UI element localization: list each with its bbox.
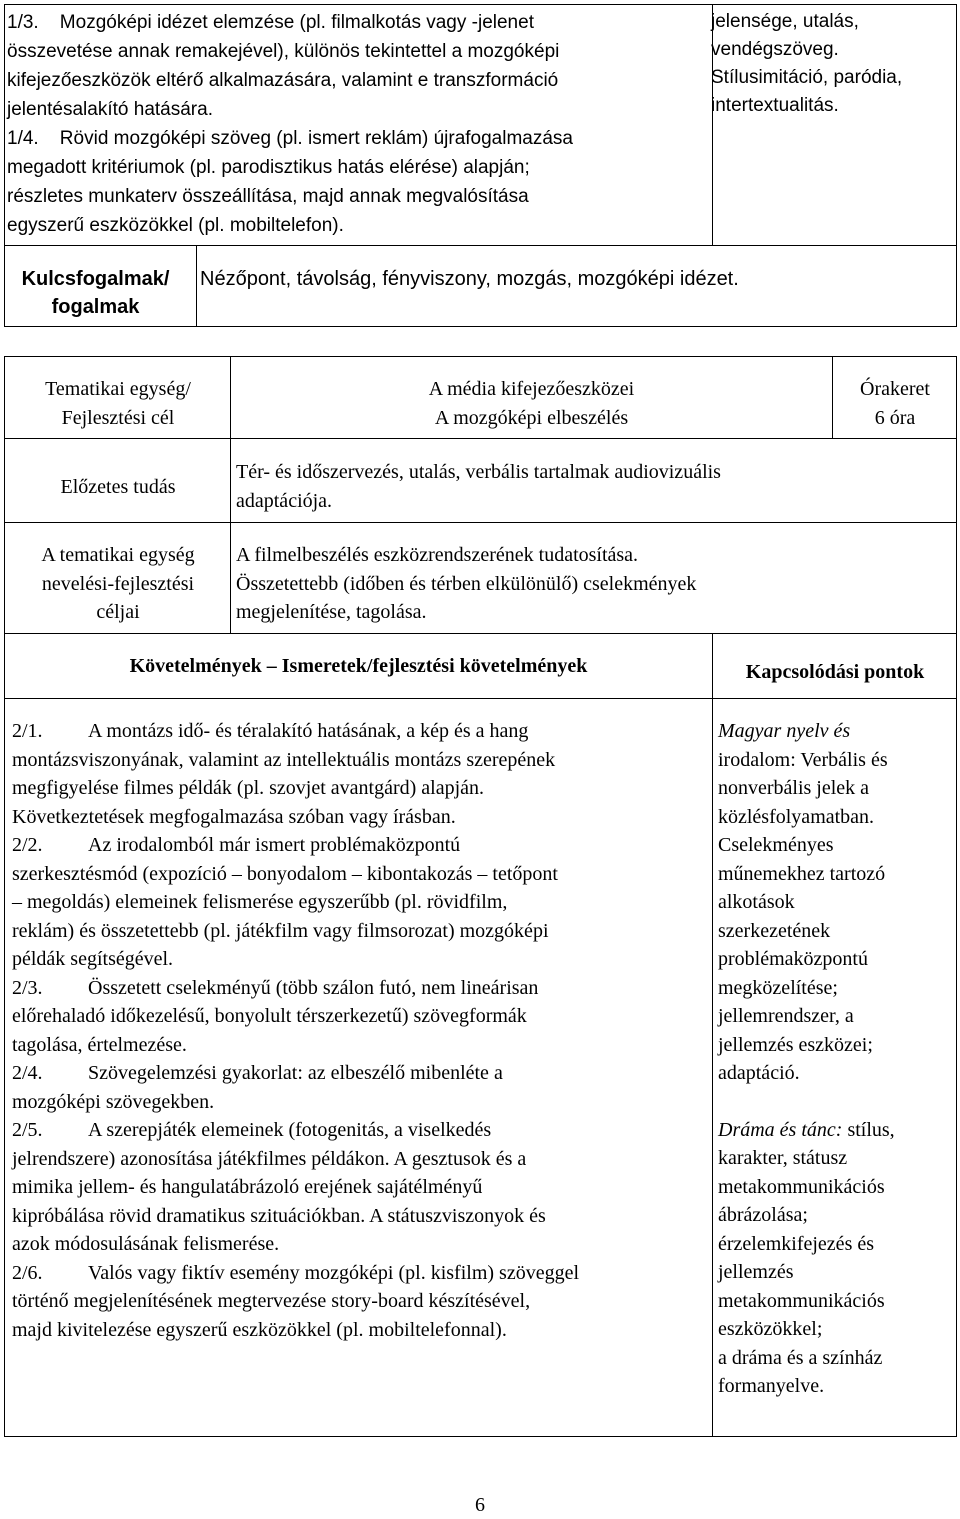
requirement-text: történő megjelenítésének megtervezése story-board készítésével, bbox=[12, 1290, 531, 1312]
text-line: kifejezőeszközök eltérő alkalmazására, valamint e transzformáció bbox=[7, 70, 559, 91]
requirement-text: – megoldás) elemeinek felismerése egyszerűbb (pl. rövidfilm, bbox=[12, 891, 508, 913]
requirement-text: mozgóképi szövegekben. bbox=[12, 1090, 215, 1113]
requirements-list bbox=[12, 717, 707, 1344]
spacer bbox=[718, 1088, 954, 1116]
text-line: megközelítése; bbox=[718, 976, 838, 999]
requirement-line bbox=[12, 1316, 707, 1345]
requirement-text: azok módosulásának felismerése. bbox=[12, 1233, 280, 1255]
requirements-header: Követelmények – Ismeretek/fejlesztési követelmények bbox=[129, 655, 588, 677]
requirement-line bbox=[12, 888, 707, 917]
text-line: egyszerű eszközökkel (pl. mobiltelefon). bbox=[7, 215, 344, 236]
table-rule bbox=[230, 357, 231, 633]
text-line: irodalom: Verbális és bbox=[718, 748, 888, 771]
prior-knowledge-label: Előzetes tudás bbox=[60, 476, 176, 498]
table-rule bbox=[832, 357, 833, 438]
text-line: szerkezetének bbox=[718, 919, 831, 942]
requirement-line bbox=[12, 1059, 707, 1088]
text-line: nonverbális jelek a bbox=[718, 777, 870, 799]
requirement-line bbox=[12, 803, 707, 832]
requirement-text: Összetett cselekményű (több szálon futó, nem lineárisan bbox=[88, 976, 539, 999]
text-line: 1/4. Rövid mozgóképi szöveg (pl. ismert reklám) újrafogalmazása bbox=[7, 128, 574, 149]
thematic-unit-table bbox=[4, 356, 957, 1437]
requirement-text: mimika jellem- és hangulatábrázoló erejének sajátélményű bbox=[12, 1176, 483, 1198]
requirement-text: Szövegelemzési gyakorlat: az elbeszélő mibenléte a bbox=[88, 1062, 503, 1084]
table-rule bbox=[5, 698, 956, 699]
table-rule bbox=[712, 633, 713, 1436]
table-rule bbox=[196, 245, 197, 326]
text-line: a dráma és a színház bbox=[718, 1346, 883, 1369]
text-line: érzelemkifejezés és bbox=[718, 1232, 875, 1255]
time-frame: Órakeret 6 óra bbox=[860, 378, 930, 429]
requirement-text: A szerepjáték elemeinek (fotogenitás, a viselkedés bbox=[88, 1119, 492, 1141]
text-line: alkotások bbox=[718, 891, 795, 913]
requirement-line bbox=[12, 717, 707, 746]
thematic-unit-title: A média kifejezőeszközei A mozgóképi elbeszélés bbox=[428, 378, 635, 429]
table-rule bbox=[5, 438, 956, 439]
page-number: 6 bbox=[475, 1494, 485, 1516]
table-rule bbox=[5, 245, 956, 246]
text-line: Cselekményes bbox=[718, 834, 834, 856]
connections-header: Kapcsolódási pontok bbox=[745, 661, 925, 683]
text-line: problémaközpontú bbox=[718, 948, 868, 970]
text-line: jellemzés eszközei; bbox=[718, 1033, 873, 1056]
requirement-number: 2/4. bbox=[12, 1062, 43, 1084]
text-line: jellemrendszer, a bbox=[718, 1005, 854, 1027]
requirement-number: 2/5. bbox=[12, 1119, 43, 1141]
requirement-text: szerkesztésmód (expozíció – bonyodalom – kibontakozás – tetőpont bbox=[12, 862, 558, 885]
requirement-text: Valós vagy fiktív esemény mozgóképi (pl. kisfilm) szöveggel bbox=[88, 1261, 580, 1284]
requirement-line bbox=[12, 860, 707, 889]
text-line: vendégszöveg. bbox=[711, 39, 839, 60]
requirement-line bbox=[12, 774, 707, 803]
requirement-line bbox=[12, 1031, 707, 1060]
text-line: intertextualitás. bbox=[711, 95, 839, 116]
requirement-line bbox=[12, 1116, 707, 1145]
table-rule bbox=[5, 522, 956, 523]
key-concepts-value: Nézőpont, távolság, fényviszony, mozgás, mozgóképi idézet. bbox=[200, 268, 739, 290]
text-line: jelensége, utalás, bbox=[711, 11, 859, 32]
requirement-line bbox=[12, 746, 707, 775]
prior-knowledge-value: Tér- és időszervezés, utalás, verbális tartalmak audiovizuális adaptációja. bbox=[236, 461, 721, 512]
requirement-number: 2/1. bbox=[12, 720, 43, 742]
requirement-number: 2/6. bbox=[12, 1261, 43, 1284]
requirement-text: jelrendszere) azonosítása játékfilmes példákon. A gesztusok és a bbox=[12, 1147, 527, 1170]
text-line: formanyelve. bbox=[718, 1375, 825, 1397]
key-concepts-label: Kulcsfogalmak/ fogalmak bbox=[21, 268, 170, 318]
goals-label: A tematikai egység nevelési-fejlesztési céljai bbox=[41, 544, 195, 623]
requirement-text: A montázs idő- és téralakító hatásának, a kép és a hang bbox=[88, 720, 529, 742]
requirement-line bbox=[12, 1002, 707, 1031]
requirement-line bbox=[12, 917, 707, 946]
text-line: összevetése annak remakejével), különös tekintettel a mozgóképi bbox=[7, 41, 560, 62]
requirement-line bbox=[12, 1230, 707, 1259]
text-line: jelentésalakító hatására. bbox=[7, 99, 213, 120]
requirement-line bbox=[12, 1259, 707, 1288]
requirement-number: 2/2. bbox=[12, 834, 43, 856]
requirement-line bbox=[12, 1088, 707, 1117]
connections-cell bbox=[711, 8, 955, 120]
requirement-text: Következtetések megfogalmazása szóban vagy írásban. bbox=[12, 805, 456, 828]
text-line: közlésfolyamatban. bbox=[718, 805, 875, 828]
goals-value: A filmelbeszélés eszközrendszerének tudatosítása. Összetettebb (időben és térben elkülönülő) cselekmények megjelenítése, tagolása. bbox=[236, 544, 697, 623]
text-line: 1/3. Mozgóképi idézet elemzése (pl. filmalkotás vagy -jelenet bbox=[7, 12, 534, 33]
requirement-number: 2/3. bbox=[12, 976, 43, 999]
requirement-line bbox=[12, 974, 707, 1003]
requirement-line bbox=[12, 1145, 707, 1174]
text-line: műnemekhez tartozó bbox=[718, 862, 886, 885]
requirement-text: tagolása, értelmezése. bbox=[12, 1033, 187, 1056]
connection-subject: Magyar nyelv és bbox=[718, 720, 851, 742]
table-rule bbox=[5, 633, 956, 634]
requirement-line bbox=[12, 945, 707, 974]
requirement-text: Az irodalomból már ismert problémaközpontú bbox=[88, 834, 461, 856]
requirement-line bbox=[12, 1202, 707, 1231]
requirement-line bbox=[12, 1287, 707, 1316]
requirement-text: kipróbálása rövid dramatikus szituációkban. A státuszviszonyok és bbox=[12, 1204, 546, 1227]
requirement-line bbox=[12, 1173, 707, 1202]
text-line: részletes munkaterv összeállítása, majd annak megvalósítása bbox=[7, 186, 529, 207]
connection-subject-line bbox=[718, 1116, 954, 1145]
text-line: ábrázolása; bbox=[718, 1204, 808, 1226]
requirement-text: előrehaladó időkezelésű, bonyolult térszerkezetű) szövegformák bbox=[12, 1005, 527, 1027]
text-line: metakommunikációs bbox=[718, 1289, 885, 1312]
requirement-line bbox=[12, 831, 707, 860]
requirement-text: példák segítségével. bbox=[12, 948, 174, 970]
text-line: megadott kritériumok (pl. parodisztikus hatás elérése) alapján; bbox=[7, 157, 530, 178]
connections-list bbox=[718, 717, 954, 1401]
connection-subject: Dráma és tánc: bbox=[718, 1118, 843, 1141]
development-requirements-cell bbox=[7, 8, 702, 240]
text-line: Stílusimitáció, paródia, bbox=[711, 67, 903, 88]
requirement-text: montázsviszonyának, valamint az intellektuális montázs szerepének bbox=[12, 748, 556, 771]
text-line: jellemzés bbox=[718, 1261, 794, 1283]
text-line: metakommunikációs bbox=[718, 1175, 885, 1198]
text-line: karakter, státusz bbox=[718, 1147, 848, 1169]
requirement-text: majd kivitelezése egyszerű eszközökkel (pl. mobiltelefonnal). bbox=[12, 1318, 507, 1341]
connection-text: stílus, bbox=[842, 1118, 895, 1141]
requirement-text: megfigyelése filmes példák (pl. szovjet avantgárd) alapján. bbox=[12, 777, 485, 799]
text-line: eszközökkel; bbox=[718, 1318, 823, 1340]
requirement-text: reklám) és összetettebb (pl. játékfilm vagy filmsorozat) mozgóképi bbox=[12, 919, 549, 942]
text-line: adaptáció. bbox=[718, 1062, 800, 1084]
thematic-unit-label: Tematikai egység/ Fejlesztési cél bbox=[45, 378, 191, 429]
